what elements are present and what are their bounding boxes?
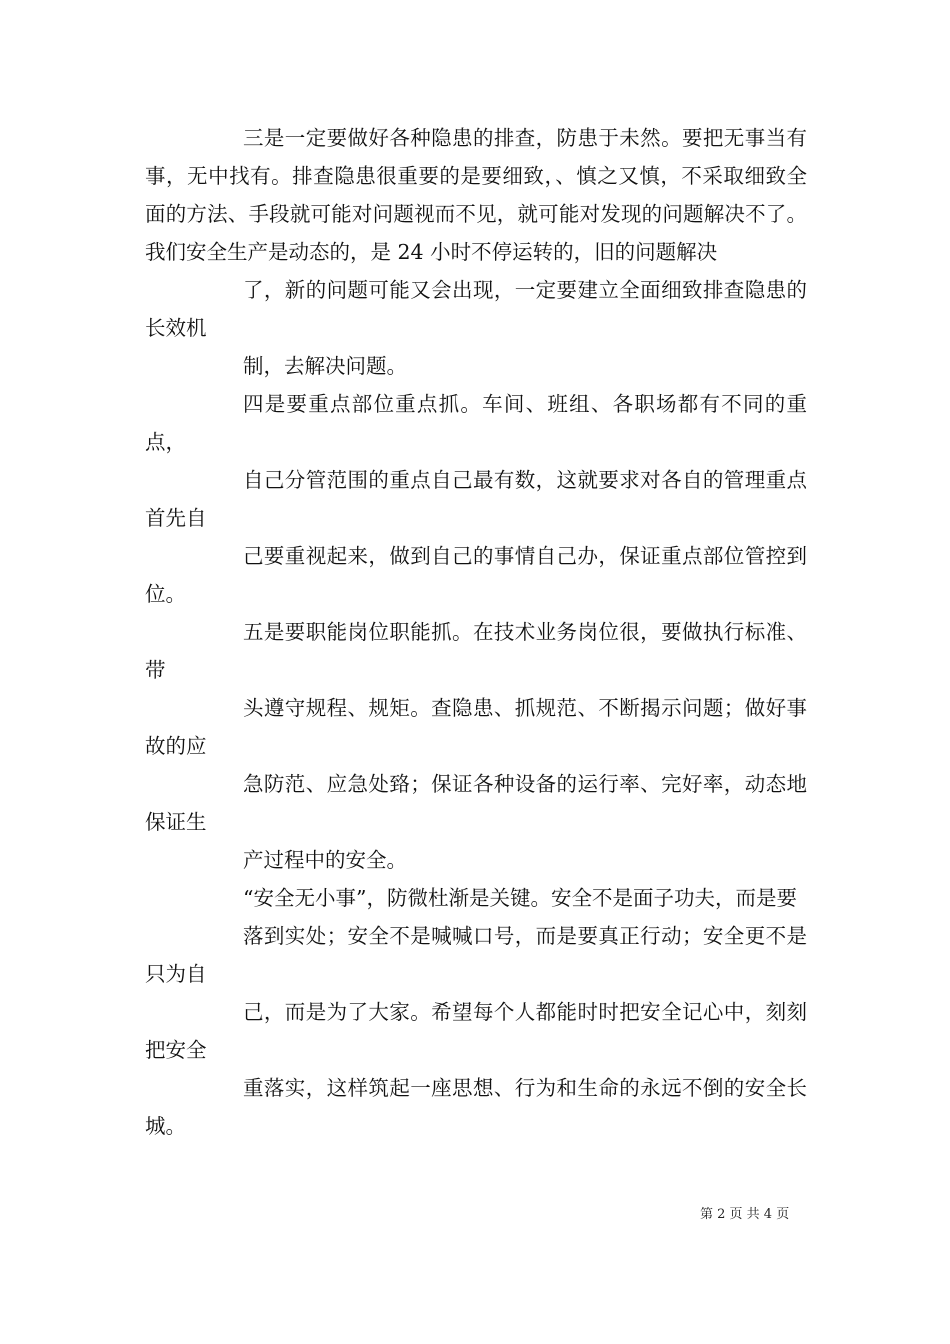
document-body [145, 119, 807, 1145]
paragraph: 制，去解决问题。 [243, 354, 407, 378]
paragraph: 产过程中的安全。 [243, 848, 407, 872]
paragraph: 重落实，这样筑起一座思想、行为和生命的永远不倒的安全长城。 [145, 1076, 807, 1138]
paragraph: 三是一定要做好各种隐患的排查，防患于未然。要把无事当有事，无中找有。排查隐患很重要的是要细致，、慎之又慎，不采取细致全面的方法、手段就可能对问题视而不见，就可能对发现的问题解决不了。我们安全生产是动态的，是 24 小时不停运转的，旧的问题解决 [145, 126, 807, 264]
paragraph: 头遵守规程、规矩。查隐患、抓规范、不断揭示问题；做好事故的应 [145, 696, 807, 758]
paragraph: 了，新的问题可能又会出现，一定要建立全面细致排查隐患的长效机 [145, 278, 807, 340]
paragraph: 己要重视起来，做到自己的事情自己办，保证重点部位管控到位。 [145, 544, 807, 606]
paragraph: 四是要重点部位重点抓。车间、班组、各职场都有不同的重点， [145, 392, 807, 454]
paragraph: 急防范、应急处臵；保证各种设备的运行率、完好率，动态地保证生 [145, 772, 807, 834]
paragraph: “安全无小事”，防微杜渐是关键。安全不是面子功夫，而是要 [243, 886, 797, 910]
page-number: 第 2 页 共 4 页 [700, 1207, 790, 1222]
paragraph: 落到实处；安全不是喊喊口号，而是要真正行动；安全更不是只为自 [145, 924, 807, 986]
paragraph: 五是要职能岗位职能抓。在技术业务岗位很，要做执行标准、带 [145, 620, 807, 682]
paragraph: 自己分管范围的重点自己最有数，这就要求对各自的管理重点首先自 [145, 468, 807, 530]
paragraph: 己，而是为了大家。希望每个人都能时时把安全记心中，刻刻把安全 [145, 1000, 807, 1062]
